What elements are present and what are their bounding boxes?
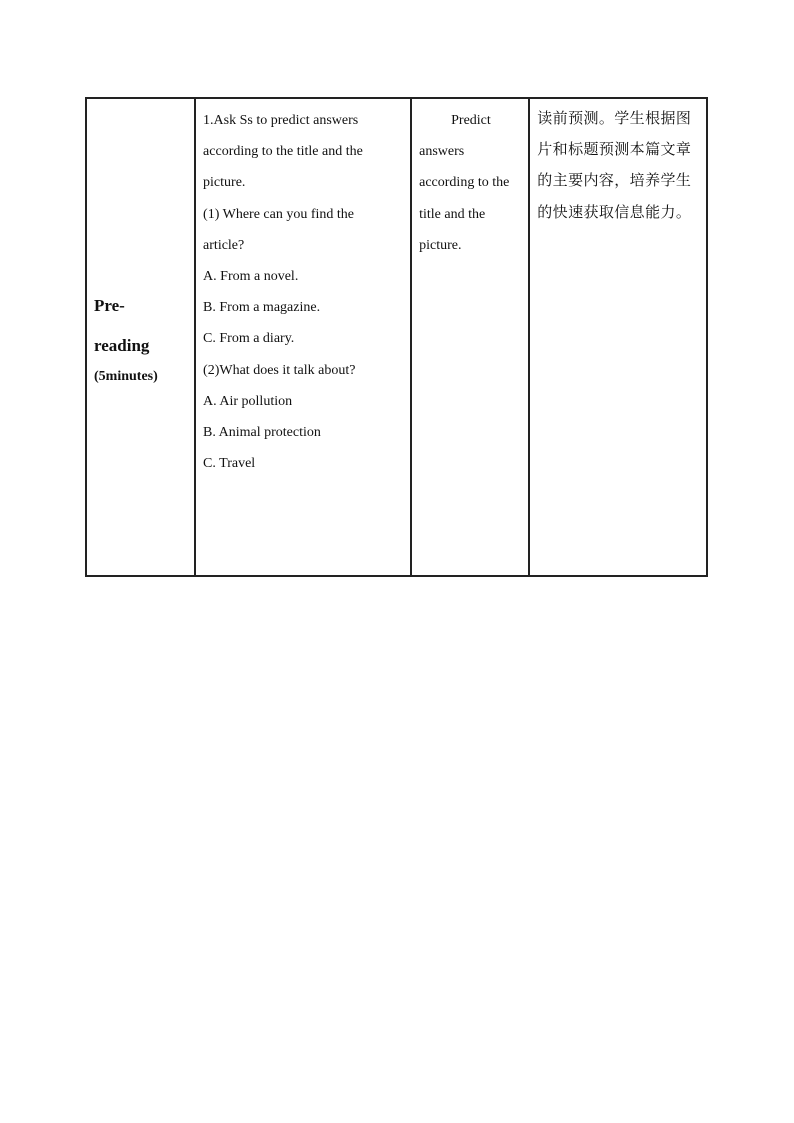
teacher-line: (1) Where can you find the: [203, 206, 355, 222]
purpose-cell: [529, 98, 707, 576]
stage-cell: [86, 98, 195, 576]
teacher-line: A. Air pollution: [203, 393, 293, 409]
student-line: answers: [419, 144, 465, 160]
teacher-line: according to the title and the: [203, 144, 363, 160]
student-line: picture.: [419, 237, 462, 253]
student-line: according to the: [419, 175, 510, 191]
student-line: title and the: [419, 206, 486, 222]
teacher-line: C. Travel: [203, 456, 256, 472]
lesson-plan-table: [85, 97, 708, 577]
teacher-activity-cell: [195, 98, 411, 576]
stage-duration: (5minutes): [94, 369, 158, 384]
stage-title-line-1: Pre-: [94, 296, 125, 315]
student-activity-text: [412, 99, 528, 261]
teacher-line: 1.Ask Ss to predict answers: [203, 113, 359, 128]
stage-title-line-2: reading: [94, 336, 150, 355]
teacher-line: B. From a magazine.: [203, 300, 321, 316]
teacher-line: B. Animal protection: [203, 425, 321, 441]
student-line: Predict: [451, 113, 491, 128]
student-activity-cell: [411, 98, 529, 576]
teacher-line: A. From a novel.: [203, 269, 299, 285]
teacher-line: picture.: [203, 175, 246, 191]
table-row: [86, 98, 707, 576]
teacher-line: (2)What does it talk about?: [203, 362, 356, 378]
teacher-line: C. From a diary.: [203, 331, 295, 347]
teacher-activity-text: [196, 99, 410, 479]
purpose-text: 读前预测。学生根据图片和标题预测本篇文章的主要内容，培养学生的快速获取信息能力。: [537, 109, 692, 221]
stage-label: [87, 286, 194, 388]
teacher-line: article?: [203, 237, 245, 253]
